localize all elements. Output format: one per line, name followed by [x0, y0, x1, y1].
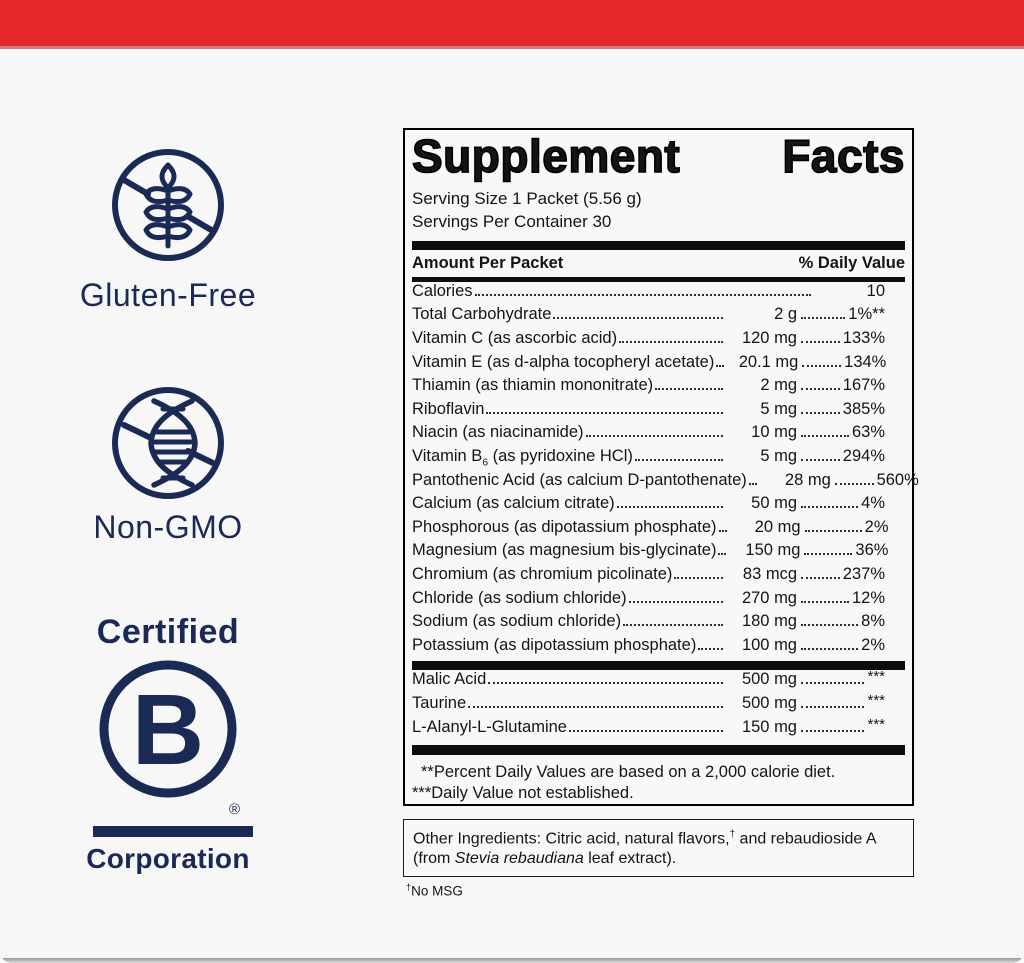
non-gmo-icon [110, 385, 226, 501]
nutrient-amount: 500 mg [741, 694, 797, 713]
nutrient-daily-value: 133% [842, 329, 885, 348]
nutrient-amount: 500 mg [741, 670, 797, 689]
non-gmo-label: Non-GMO [93, 509, 243, 545]
nutrient-amount: 150 mg [741, 718, 797, 737]
nutrient-amount: 2 mg [760, 376, 797, 395]
nutrient-label: Sodium (as sodium chloride) [412, 612, 622, 631]
nutrient-label: Pantothenic Acid (as calcium D-pantothenate) [412, 470, 747, 489]
nutrient-row [412, 376, 905, 400]
nutrient-row [412, 423, 905, 447]
nutrient-amount: 10 [866, 281, 885, 300]
nutrient-label: L-Alanyl-L-Glutamine [412, 718, 567, 737]
nutrient-daily-value: *** [867, 668, 885, 686]
registered-mark: ® [229, 801, 241, 818]
leader-dots [801, 682, 864, 684]
dagger-mark-footer: † [406, 882, 412, 892]
nutrient-amount: 5 mg [760, 399, 797, 418]
column-headers [412, 250, 905, 277]
leader-dots [475, 294, 811, 296]
nutrient-row [412, 400, 905, 424]
nutrient-amount: 20 mg [754, 517, 801, 536]
footnote-daily-values: **Percent Daily Values are based on a 2,000 calorie diet. [421, 763, 836, 782]
leader-dots [804, 553, 852, 555]
col-daily-value: % Daily Value [798, 253, 905, 272]
nutrient-row [412, 589, 905, 613]
nutrient-amount: 270 mg [741, 588, 797, 607]
nutrient-amount: 83 mcg [742, 564, 797, 583]
leader-dots [623, 624, 723, 626]
svg-text:B: B [131, 674, 205, 786]
nutrient-daily-value: 8% [861, 612, 885, 631]
leader-dots [629, 601, 723, 603]
nutrient-amount: 180 mg [741, 612, 797, 631]
nutrient-daily-value: 1%** [848, 305, 885, 324]
leader-dots [801, 577, 840, 579]
nutrient-daily-value: 385% [842, 399, 885, 418]
divider-thick-3 [412, 745, 905, 755]
nutrient-amount: 5 mg [760, 446, 797, 465]
nutrient-row [412, 518, 905, 542]
nutrient-label: Thiamin (as thiamin mononitrate) [412, 376, 654, 395]
leader-dots [674, 577, 723, 579]
nutrient-label: Potassium (as dipotassium phosphate) [412, 635, 697, 654]
nutrient-daily-value: 2% [861, 635, 885, 654]
leader-dots [801, 435, 849, 437]
panel-title-word2: Facts [782, 130, 905, 182]
nutrient-row [412, 470, 919, 495]
leader-dots [802, 365, 841, 367]
nutrient-row [412, 612, 905, 636]
leader-dots [488, 682, 723, 684]
leader-dots [835, 483, 874, 485]
bcorp-b-icon [95, 656, 241, 802]
leader-dots [617, 506, 723, 508]
panel-title [412, 130, 905, 182]
bcorp-bar [93, 826, 253, 837]
nutrient-label: Chloride (as sodium chloride) [412, 588, 627, 607]
stevia-italic: Stevia rebaudiana [454, 850, 584, 868]
nutrient-daily-value: *** [867, 716, 885, 734]
nutrient-row [412, 447, 905, 471]
leader-dots [468, 706, 723, 708]
nutrient-label: Total Carbohydrate [412, 305, 552, 324]
divider-thick [412, 241, 905, 250]
leader-dots [801, 506, 858, 508]
nutrient-label: Phosphorous (as dipotassium phosphate) [412, 517, 717, 536]
leader-dots [635, 459, 723, 461]
gluten-free-label: Gluten-Free [79, 277, 257, 313]
nutrient-daily-value: 294% [842, 446, 885, 465]
nutrient-row [412, 353, 905, 377]
nutrient-daily-value: *** [867, 692, 885, 710]
nutrient-daily-value: 63% [851, 423, 885, 442]
nutrient-amount: 100 mg [741, 635, 797, 654]
nutrient-row [412, 670, 905, 694]
leader-dots [619, 341, 723, 343]
nutrient-row [412, 305, 905, 329]
leader-dots [801, 730, 864, 732]
leader-dots [698, 648, 723, 650]
leader-dots [801, 341, 840, 343]
nutrient-row [412, 694, 905, 718]
leader-dots [586, 435, 724, 437]
nutrient-label: Calories [412, 281, 473, 300]
nutrient-amount: 150 mg [745, 541, 801, 560]
leader-dots [801, 459, 840, 461]
leader-dots [716, 365, 724, 367]
leader-dots [655, 388, 723, 390]
nutrient-label: Vitamin $B_6$ (as pyridoxine HCl) [412, 446, 633, 469]
leader-dots [553, 317, 723, 319]
nutrient-label: Niacin (as niacinamide) [412, 423, 584, 442]
nutrient-amount: 10 mg [751, 423, 797, 442]
nutrient-label: Chromium (as chromium picolinate) [412, 564, 673, 583]
supplement-facts-panel [403, 128, 919, 806]
leader-dots [718, 553, 726, 555]
leader-dots [801, 624, 858, 626]
nutrient-daily-value: 36% [855, 541, 889, 560]
nutrient-label: Vitamin E (as d-alpha tocopheryl acetate) [412, 352, 715, 371]
bcorp-corporation-text: Corporation [86, 843, 250, 874]
nutrient-row [412, 718, 905, 742]
nutrient-label: Calcium (as calcium citrate) [412, 494, 615, 513]
serving-size: Serving Size 1 Packet (5.56 g) [412, 188, 642, 208]
nutrient-row [412, 494, 905, 518]
nutrient-daily-value: 167% [842, 376, 885, 395]
nutrient-label: Riboflavin [412, 399, 485, 418]
leader-dots [801, 388, 840, 390]
nutrient-daily-value: 12% [851, 588, 885, 607]
nutrient-label: Taurine [412, 694, 467, 713]
footnotes [412, 762, 905, 804]
servings-per-container: Servings Per Container 30 [412, 211, 612, 231]
leader-dots [801, 317, 845, 319]
nutrient-amount: 28 mg [784, 470, 831, 489]
dagger-mark: † [729, 829, 736, 840]
col-amount-per-packet: Amount Per Packet [412, 253, 564, 272]
footnote-not-established: ***Daily Value not established. [412, 784, 634, 803]
nutrient-label: Vitamin C (as ascorbic acid) [412, 329, 618, 348]
nutrient-amount: 20.1 mg [738, 352, 799, 371]
panel-title-word1: Supplement [412, 130, 681, 182]
nutrient-daily-value: 4% [861, 494, 885, 513]
leader-dots [749, 483, 757, 485]
extra-nutrient-rows [412, 670, 905, 742]
leader-dots [805, 530, 862, 532]
leader-dots [801, 412, 840, 414]
other-ingredients-box: Other Ingredients: Citric acid, natural flavors,† and rebaudioside A (from Stevia rebaudiana leaf extract). [403, 819, 914, 877]
nutrient-row [412, 329, 905, 353]
nutrient-label: Magnesium (as magnesium bis-glycinate) [412, 541, 717, 560]
red-top-bar [0, 0, 1024, 49]
bottom-edge-line [0, 958, 1024, 963]
leader-dots [486, 412, 723, 414]
nutrient-rows [412, 281, 919, 660]
leader-dots [801, 706, 864, 708]
nutrient-amount: 50 mg [751, 494, 797, 513]
other-ingredients-text: Other Ingredients: Citric acid, natural flavors, [413, 830, 730, 848]
nutrient-daily-value: 560% [876, 470, 919, 489]
bcorp-certified-text: Certified [96, 613, 240, 651]
nutrient-row [412, 541, 905, 565]
leader-dots [801, 648, 858, 650]
nutrient-row [412, 282, 905, 306]
leader-dots [801, 601, 849, 603]
nutrient-amount: 120 mg [741, 329, 797, 348]
nutrient-amount: 2 g [774, 305, 797, 324]
nutrient-daily-value: 2% [864, 517, 889, 536]
leader-dots [719, 530, 727, 532]
nutrient-row [412, 565, 905, 589]
nutrient-label: Malic Acid [412, 670, 487, 689]
divider-thick-2 [412, 661, 905, 670]
nutrient-daily-value: 134% [844, 352, 887, 371]
leader-dots [569, 730, 723, 732]
gluten-free-icon [110, 147, 226, 263]
nutrient-row [412, 636, 905, 660]
no-msg-note: †No MSG [406, 882, 463, 899]
nutrient-daily-value: 237% [842, 564, 885, 583]
